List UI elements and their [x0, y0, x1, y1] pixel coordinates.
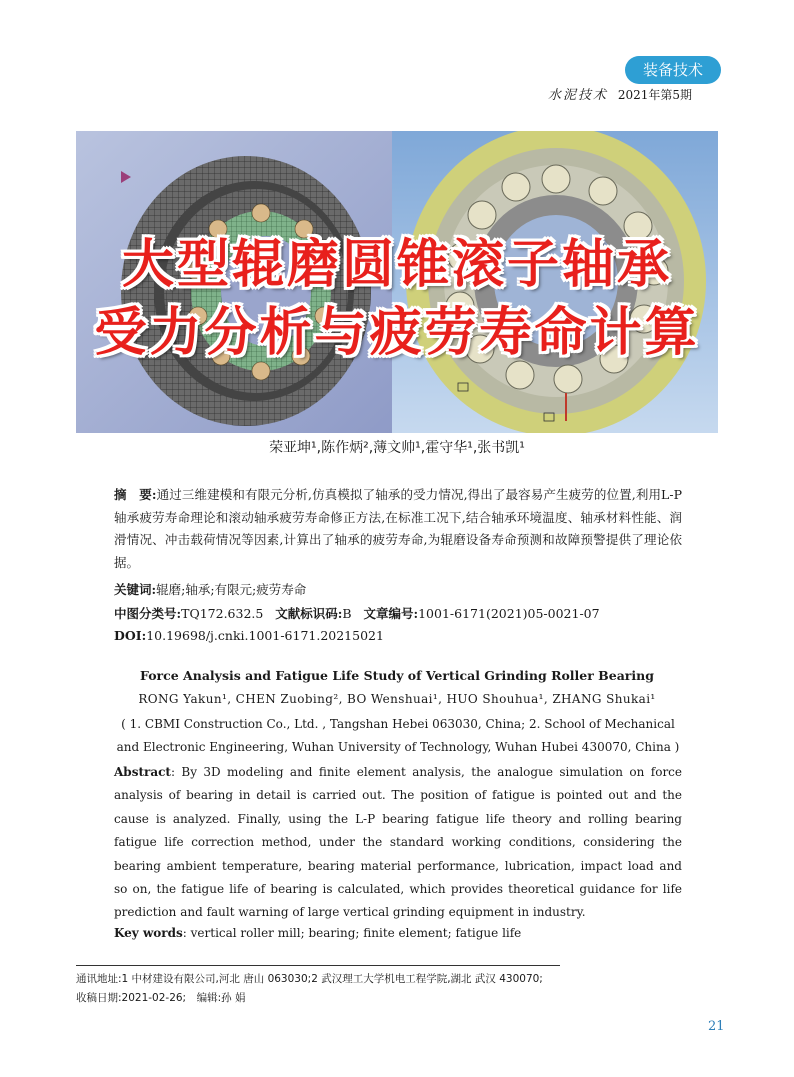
english-keywords — [114, 926, 521, 940]
keywords-chinese — [114, 580, 306, 598]
abstract-chinese — [114, 484, 682, 574]
article-no-value: 1001-6171(2021)05-0021-07 — [418, 606, 600, 621]
issue-label: 2021年第5期 — [617, 88, 693, 102]
title-line-1: 大型辊磨圆锥滚子轴承 — [121, 235, 672, 295]
article-no-label: 文章编号: — [363, 606, 419, 621]
authors-chinese: 荣亚坤¹,陈作炳²,薄文帅¹,霍守华¹,张书凯¹ — [269, 440, 525, 456]
english-affiliation: ( 1. CBMI Construction Co., Ltd. , Tangshan Hebei 063030, China; 2. School of Mechanical and Electronic Engineering, Wuhan University of Technology, Wuhan Hubei 430070, China ) — [116, 717, 680, 754]
english-keywords-text: : vertical roller mill; bearing; finite element; fatigue life — [182, 926, 522, 940]
abstract-text: 通过三维建模和有限元分析,仿真模拟了轴承的受力情况,得出了最容易产生疲劳的位置,利用L-P轴承疲劳寿命理论和滚动轴承疲劳寿命修正方法,在标准工况下,结合轴承环境温度、轴承材料性能、润滑情况、冲击载荷情况等因素,计算出了轴承的疲劳寿命,为辊磨设备寿命预测和故障预警提供了理论依据。 — [114, 487, 682, 570]
classification-line — [114, 604, 600, 622]
journal-header — [548, 84, 692, 103]
english-title: Force Analysis and Fatigue Life Study of Vertical Grinding Roller Bearing — [140, 668, 654, 683]
clc-label: 中图分类号: — [114, 606, 182, 621]
english-authors: RONG Yakun¹, CHEN Zuobing², BO Wenshuai¹, HUO Shouhua¹, ZHANG Shukai¹ — [138, 692, 656, 706]
doi-label: DOI: — [114, 628, 147, 643]
footnote-received: 收稿日期:2021-02-26; 编辑:孙 娟 — [76, 992, 246, 1004]
keywords-text: 辊磨;轴承;有限元;疲劳寿命 — [156, 582, 307, 597]
abstract-label: 摘 要: — [114, 487, 157, 502]
english-keywords-label: Key words — [114, 926, 183, 940]
footnote-divider — [76, 965, 560, 966]
doi-value: 10.19698/j.cnki.1001-6171.20215021 — [146, 628, 384, 643]
title-line-2: 受力分析与疲劳寿命计算 — [94, 303, 700, 363]
journal-name: 水泥技术 — [548, 88, 609, 103]
english-abstract-label: Abstract — [114, 765, 171, 779]
english-abstract — [114, 761, 682, 925]
page-number: 21 — [708, 1019, 725, 1034]
keywords-label: 关键词: — [114, 582, 157, 597]
footnote-address: 通讯地址:1 中材建设有限公司,河北 唐山 063030;2 武汉理工大学机电工程学院,湖北 武汉 430070; — [76, 973, 543, 985]
doc-code-label: 文献标识码: — [275, 606, 343, 621]
doc-code-value: B — [342, 606, 352, 621]
clc-value: TQ172.632.5 — [181, 606, 264, 621]
section-badge: 装备技术 — [625, 56, 721, 84]
doi-line — [114, 628, 384, 643]
english-abstract-text: : By 3D modeling and finite element analysis, the analogue simulation on force analysis of bearing in detail is carried out. The position of fatigue is pointed out and the cause is analyzed. Finally, using the L-P bearing fatigue life theory and rolling bearing fatigue life correction method, under the standard working conditions, considering the bearing ambient temperature, bearing material performance, lubrication, impact load and so on, the fatigue life of bearing is calculated, which provides theoretical guidance for life prediction and fault warning of large vertical grinding equipment in industry. — [114, 765, 682, 920]
